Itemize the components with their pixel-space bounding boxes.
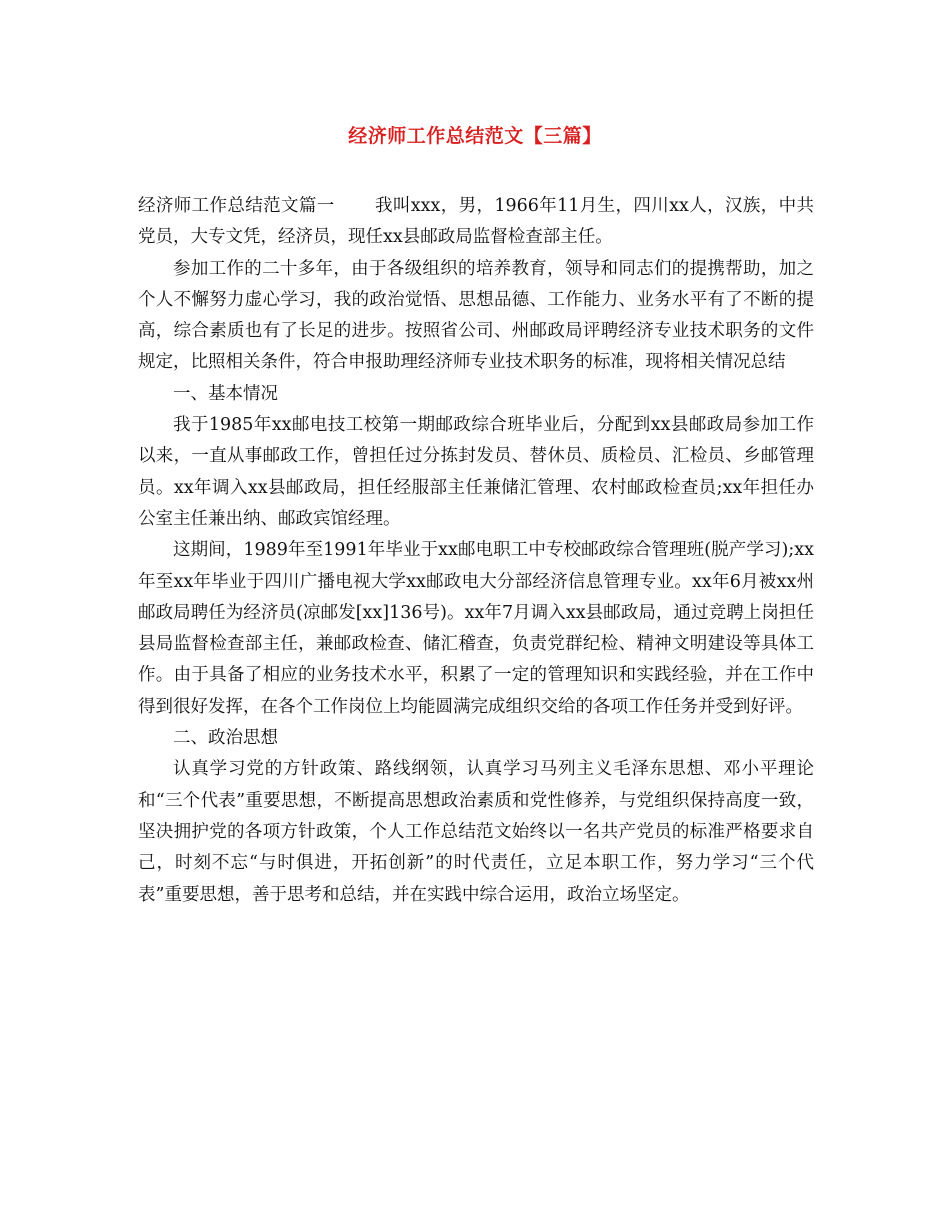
paragraph: 认真学习党的方针政策、路线纲领，认真学习马列主义毛泽东思想、邓小平理论和“三个代表”重要思想，不断提高思想政治素质和党性修养，与党组织保持高度一致，坚决拥护党的各项方针政策，个人工作总结范文始终以一名共产党员的标准严格要求自己，时刻不忘“与时俱进，开拓创新”的时代责任，立足本职工作，努力学习“三个代表”重要思想，善于思考和总结，并在实践中综合运用，政治立场坚定。 [138, 759, 814, 905]
document-body [138, 191, 814, 911]
section-heading-basic: 一、基本情况 [173, 383, 278, 404]
paragraph: 我于1985年xx邮电技工校第一期邮政综合班毕业后，分配到xx县邮政局参加工作以来，一直从事邮政工作，曾担任过分拣封发员、替休员、质检员、汇检员、乡邮管理员。xx年调入xx县邮政局，担任经服部主任兼储汇管理、农村邮政检查员;xx年担任办公室主任兼出纳、邮政宾馆经理。 [138, 415, 814, 529]
lead-paragraph [138, 191, 814, 254]
section-heading-politics: 二、政治思想 [173, 728, 278, 749]
paragraph: 这期间，1989年至1991年毕业于xx邮电职工中专校邮政综合管理班(脱产学习);xx年至xx年毕业于四川广播电视大学xx邮政电大分部经济信息管理专业。xx年6月被xx州邮政局聘任为经济员(凉邮发[xx]136号)。xx年7月调入xx县邮政局，通过竞聘上岗担任县局监督检查部主任，兼邮政检查、储汇稽查，负责党群纪检、精神文明建设等具体工作。由于具备了相应的业务技术水平，积累了一定的管理知识和实践经验，并在工作中得到很好发挥，在各个工作岗位上均能圆满完成组织交给的各项工作任务并受到好评。 [138, 540, 814, 717]
paragraph: 参加工作的二十多年，由于各级组织的培养教育，领导和同志们的提携帮助，加之个人不懈努力虚心学习，我的政治觉悟、思想品德、工作能力、业务水平有了不断的提高，综合素质也有了长足的进步。按照省公司、州邮政局评聘经济专业技术职务的文件规定，比照相关条件，符合申报助理经济师专业技术职务的标准，现将相关情况总结 [138, 258, 814, 373]
document-title: 经济师工作总结范文【三篇】 [348, 125, 602, 147]
lead-text: 我叫xxx，男，1966年11月生，四川xx人，汉族，中共党员，大专文凭，经济员，现任xx县邮政局监督检查部主任。 [138, 196, 815, 248]
lead-label: 经济师工作总结范文篇一 [138, 196, 335, 216]
